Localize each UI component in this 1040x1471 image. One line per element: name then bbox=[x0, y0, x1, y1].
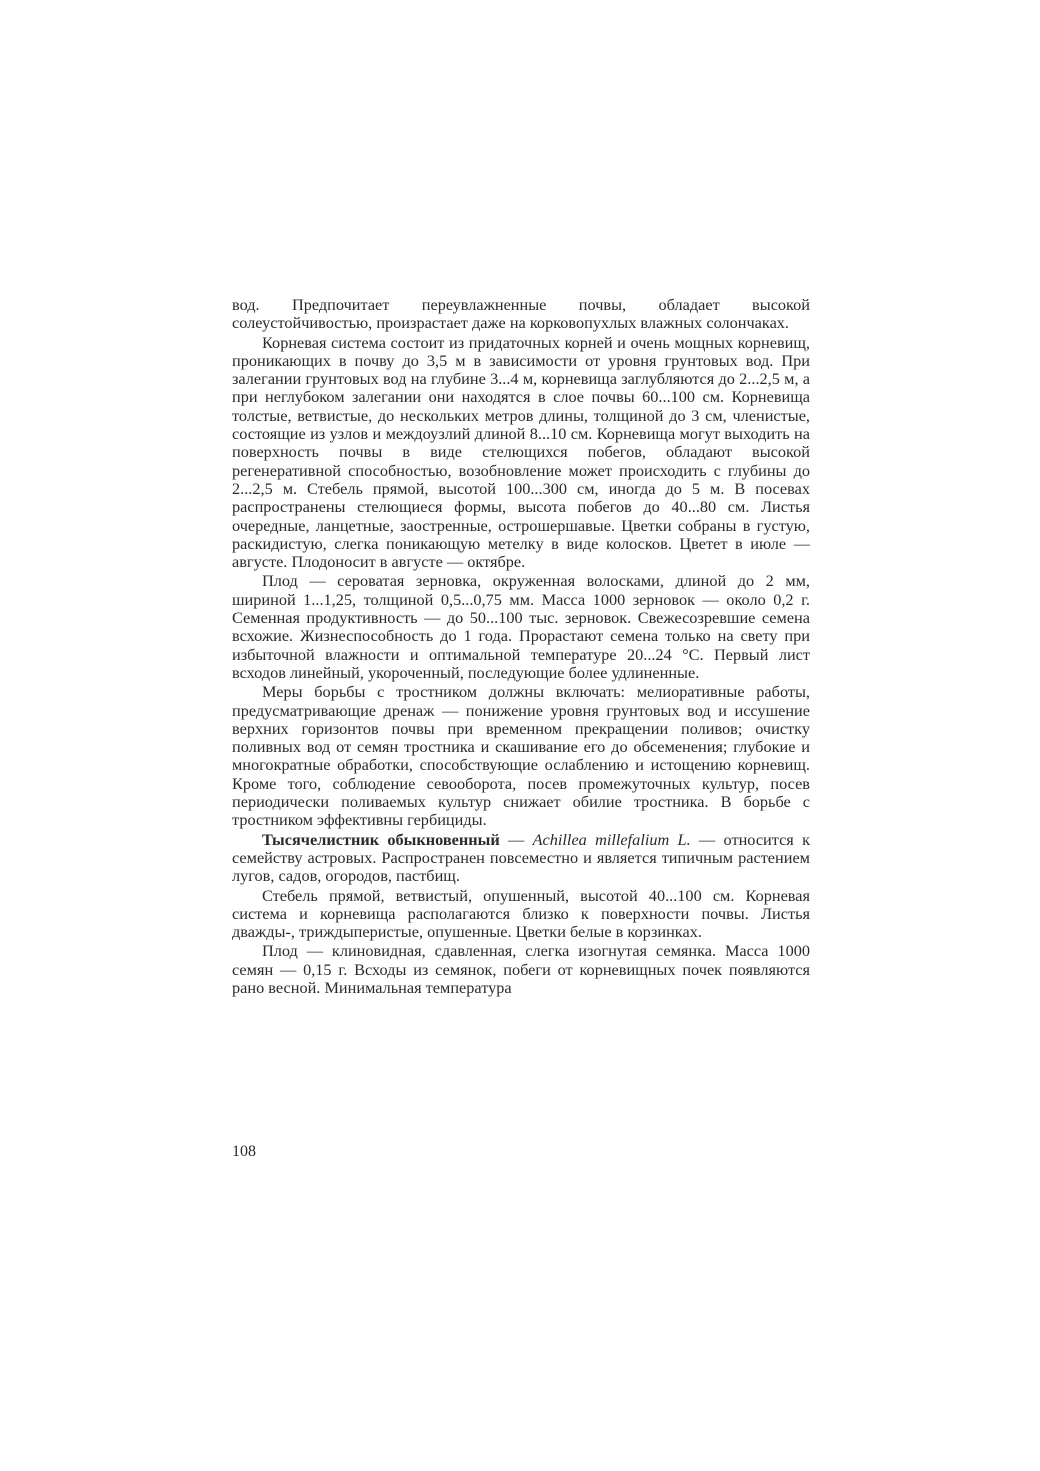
paragraph-root-system: Корневая система состоит из придаточных корней и очень мощных корневищ, проникающих в почву до 3,5 м в зависимости от уровня грунтовых вод. При залегании грунтовых вод на глубине 3...4 м, корневища заглубляются до 2...2,5 м, а при неглубоком залегании они находятся в слое почвы 60...100 см. Корневища толстые, ветвистые, до нескольких метров длины, толщиной до 3 см, членистые, состоящие из узлов и междоузлий длиной 8...10 см. Корневища могут выходить на поверхность почвы в виде стелющихся побегов, обладают высокой регенеративной способностью, возобновление может происходить с глубины до 2...2,5 м. Стебель прямой, высотой 100...300 см, иногда до 5 м. В посевах распространены стелющиеся формы, высота побегов до 40...80 см. Листья очередные, ланцетные, заостренные, острошершавые. Цветки собраны в густую, раскидистую, слегка поникающую метелку в виде колосков. Цветет в июле — августе. Плодоносит в августе — октябре. bbox=[232, 332, 810, 572]
species-name: Тысячелистник обыкновенный bbox=[262, 829, 500, 849]
paragraph-yarrow-intro bbox=[232, 831, 810, 886]
paragraph-habitat: вод. Предпочитает переувлажненные почвы, обладает высокой солеустойчивостью, произрастает даже на корковопухлых влажных солончаках. bbox=[232, 295, 810, 333]
species-description: — относится к семейству астровых. Распространен повсеместно и является типичным растением лугов, садов, огородов, пастбищ. bbox=[232, 829, 810, 886]
page-body bbox=[232, 296, 810, 997]
paragraph-fruit: Плод — сероватая зерновка, окруженная волосками, длиной до 2 мм, шириной 1...1,25, толщиной 0,5...0,75 мм. Масса 1000 зерновок — около 0,2 г. Семенная продуктивность — до 50...100 тыс. зерновок. Свежесозревшие семена всхожие. Жизнеспособность до 1 года. Прорастают семена только на свету при избыточной влажности и оптимальной температуре 20...24 °С. Первый лист всходов линейный, укороченный, последующие более удлиненные. bbox=[232, 571, 810, 682]
species-dash: — bbox=[499, 829, 533, 849]
page-number: 108 bbox=[232, 1143, 256, 1160]
species-latin-name: Achillea millefalium L. bbox=[532, 829, 691, 849]
paragraph-control-measures: Меры борьбы с тростником должны включать: мелиоративные работы, предусматривающие дренаж — понижение уровня грунтовых вод и иссушение верхних горизонтов почвы при временном прекращении поливов; очистку поливных вод от семян тростника и скашивание его до обсеменения; глубокие и многократные обработки, способствующие ослаблению и истощению корневищ. Кроме того, соблюдение севооборота, посев промежуточных культур, посев периодически поливаемых культур снижает обилие тростника. В борьбе с тростником эффективны гербициды. bbox=[232, 682, 810, 830]
paragraph-yarrow-fruit: Плод — клиновидная, сдавленная, слегка изогнутая семянка. Масса 1000 семян — 0,15 г. Всходы из семянок, побеги от корневищных почек появляются рано весной. Минимальная температура bbox=[232, 941, 810, 997]
paragraph-yarrow-stem: Стебель прямой, ветвистый, опушенный, высотой 40...100 см. Корневая система и корневища располагаются близко к поверхности почвы. Листья дважды-, триждыперистые, опушенные. Цветки белые в корзинках. bbox=[232, 885, 810, 942]
